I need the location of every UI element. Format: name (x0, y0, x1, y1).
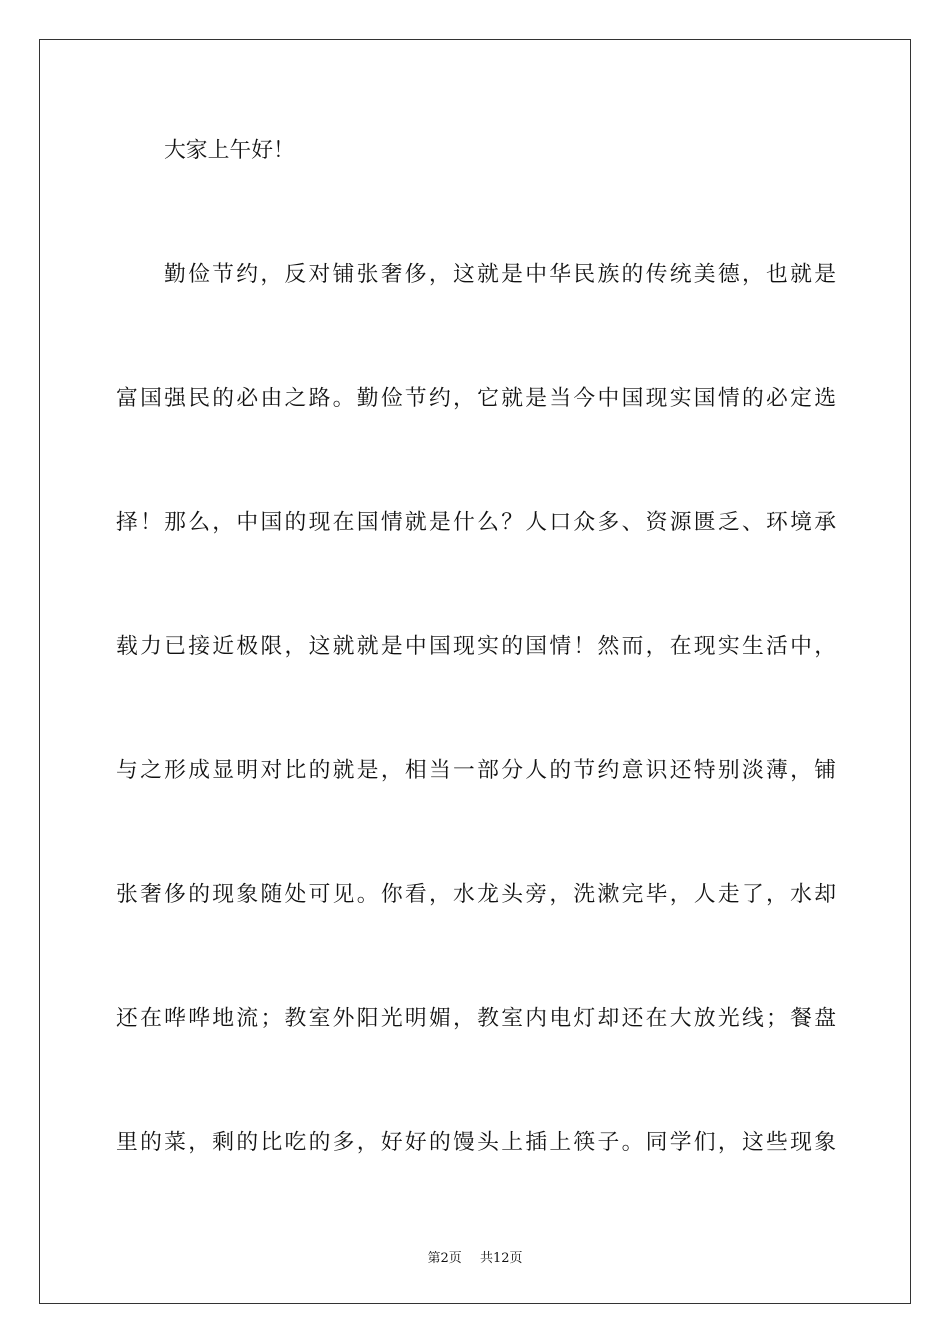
page-total: 共12页 (479, 1251, 523, 1266)
paragraph-line: 还在哗哗地流；教室外阳光明媚，教室内电灯却还在大放光线；餐盘 (116, 1006, 836, 1031)
paragraph-line: 与之形成显明对比的就是，相当一部分人的节约意识还特别淡薄，铺 (116, 758, 836, 783)
paragraph-line: 张奢侈的现象随处可见。你看，水龙头旁，洗漱完毕，人走了，水却 (116, 882, 836, 907)
greeting-line: 大家上午好！ (164, 138, 295, 163)
paragraph-line: 里的菜，剩的比吃的多，好好的馒头上插上筷子。同学们，这些现象 (116, 1130, 836, 1155)
page-footer (0, 1247, 950, 1266)
paragraph-line: 择！那么，中国的现在国情就是什么？人口众多、资源匮乏、环境承 (116, 510, 836, 535)
paragraph-line: 勤俭节约，反对铺张奢侈，这就是中华民族的传统美德，也就是 (164, 262, 836, 287)
paragraph-line: 富国强民的必由之路。勤俭节约，它就是当今中国现实国情的必定选 (116, 386, 836, 411)
paragraph-line: 载力已接近极限，这就就是中国现实的国情！然而，在现实生活中， (116, 634, 836, 659)
page-number: 第2页 (427, 1251, 462, 1266)
document-body (116, 120, 836, 1236)
